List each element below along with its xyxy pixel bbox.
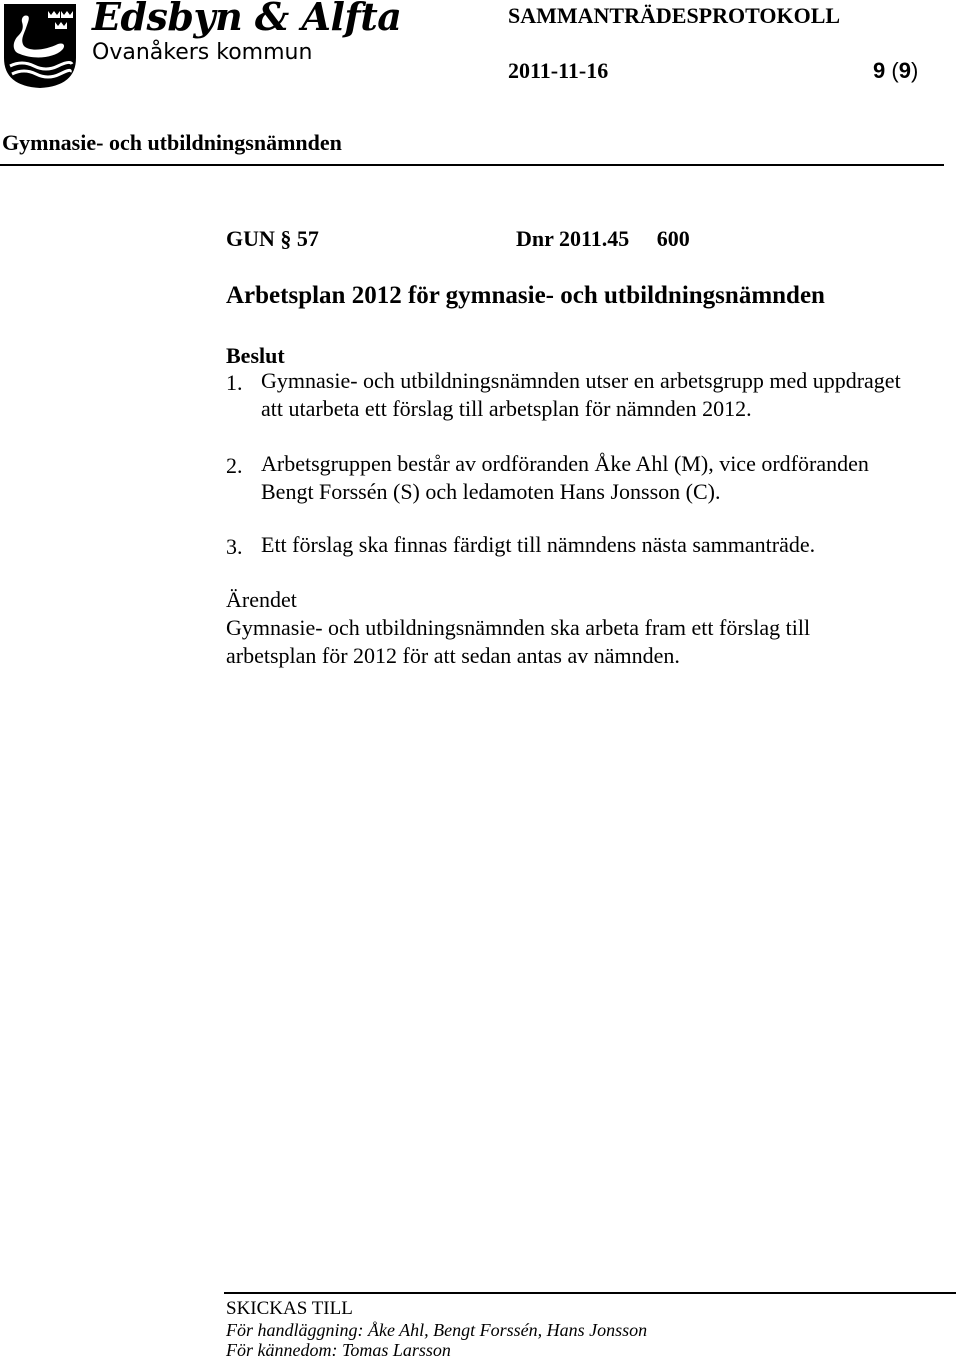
decision-item-line: Gymnasie- och utbildningsnämnden utser en arbetsgrupp med uppdraget [261,368,901,393]
distribution-heading: SKICKAS TILL [226,1298,353,1319]
decision-item-number: 2. [226,453,243,478]
meeting-date: 2011-11-16 [508,58,609,83]
brand-name: Edsbyn & Alfta [92,0,402,39]
diary-number: Dnr 2011.45 600 [516,226,690,251]
decision-heading: Beslut [226,343,285,368]
swan-crown-logo-icon [2,2,78,90]
municipality-name: Ovanåkers kommun [92,40,313,65]
case-id: GUN § 57 [226,226,319,251]
decision-item-line: Bengt Forssén (S) och ledamoten Hans Jonsson (C). [261,479,721,504]
committee-name: Gymnasie- och utbildningsnämnden [2,130,342,155]
page-number: 9 (9) [873,58,919,83]
matter-heading: Ärendet [226,587,297,612]
document-type: SAMMANTRÄDESPROTOKOLL [508,3,841,28]
page-total: 9 [898,58,911,83]
decision-item-text [261,531,815,559]
matter-line: arbetsplan för 2012 för att sedan antas av nämnden. [226,643,680,668]
decision-item-text [261,450,869,506]
case-title: Arbetsplan 2012 för gymnasie- och utbildningsnämnden [226,282,825,309]
decision-item-line: Ett förslag ska finnas färdigt till nämndens nästa sammanträde. [261,532,816,557]
decision-item-number: 3. [226,534,243,559]
distribution-knowledge: För kännedom: Tomas Larsson [226,1340,451,1360]
decision-item-text [261,367,901,423]
decision-item-line: att utarbeta ett förslag till arbetsplan för nämnden 2012. [261,396,752,421]
matter-line: Gymnasie- och utbildningsnämnden ska arbeta fram ett förslag till [226,615,811,640]
footer-divider [224,1292,956,1294]
distribution-handling: För handläggning: Åke Ahl, Bengt Forssén, Hans Jonsson [226,1320,648,1340]
page-current: 9 [873,58,886,83]
decision-item-line: Arbetsgruppen består av ordföranden Åke Ahl (M), vice ordföranden [261,451,869,476]
header-divider [0,164,944,166]
matter-text [226,614,810,670]
decision-item-number: 1. [226,370,243,395]
